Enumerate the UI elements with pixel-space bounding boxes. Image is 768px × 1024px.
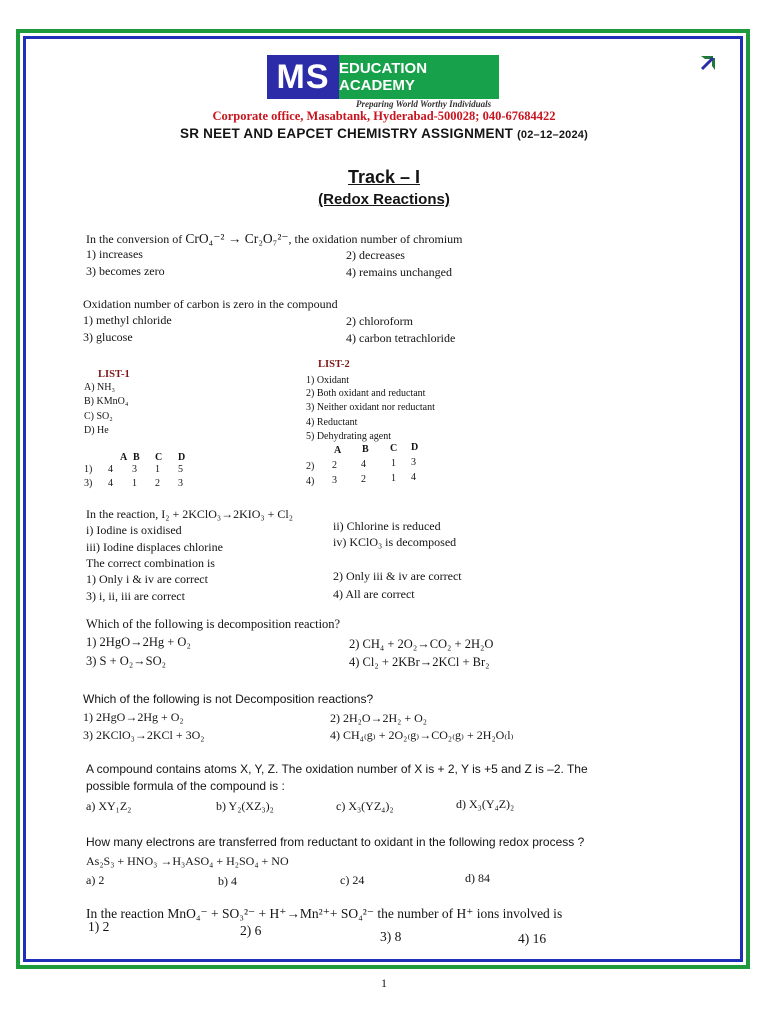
- list1-item: B) KMnO₄: [84, 396, 129, 407]
- list1-item: D) He: [84, 425, 109, 436]
- arrow-icon: [699, 52, 719, 72]
- q8-equation: As₂S₃ + HNO₃ →H₃ASO₄ + H₂SO₄ + NO: [86, 854, 289, 868]
- q8-option: d) 84: [465, 871, 490, 885]
- q7-option: a) XY₁Z₂: [86, 799, 132, 813]
- list1-item: A) NH₃: [84, 382, 115, 393]
- q2-option: 3) glucose: [83, 330, 133, 344]
- q4-option: 3) i, ii, iii are correct: [86, 589, 185, 603]
- q8-stem: How many electrons are transferred from reductant to oxidant in the following redox process ?: [86, 835, 585, 849]
- q2-option: 1) methyl chloride: [83, 313, 172, 327]
- answer-cell: 3: [332, 475, 337, 486]
- answer-header: B: [362, 444, 369, 455]
- q1-stem: [86, 231, 463, 247]
- section-subtitle: (Redox Reactions): [318, 191, 450, 208]
- answer-row-label: 2): [306, 461, 315, 472]
- answer-cell: 1: [391, 458, 396, 469]
- list1-title: LIST-1: [98, 369, 130, 380]
- answer-cell: 4: [108, 478, 113, 489]
- corporate-office: Corporate office, Masabtank, Hyderabad-500028; 040-67684422: [212, 109, 556, 123]
- q9-option: 2) 6: [240, 923, 262, 938]
- answer-header: C: [155, 452, 163, 463]
- answer-cell: 4: [108, 464, 113, 475]
- list2-title: LIST-2: [318, 359, 350, 370]
- q7-option: d) X₃(Y₄Z)₂: [456, 797, 515, 811]
- list2-item: 2) Both oxidant and reductant: [306, 388, 426, 399]
- q9-option: 3) 8: [380, 929, 402, 944]
- q1-option: 4) remains unchanged: [346, 265, 452, 279]
- answer-cell: 2: [155, 478, 160, 489]
- q1-stem-prefix: In the conversion of: [86, 232, 183, 246]
- answer-cell: 1: [391, 473, 396, 484]
- q8-option: c) 24: [340, 873, 365, 887]
- q6-option: 2) 2H₂O→2H₂ + O₂: [330, 711, 427, 725]
- answer-header: B: [133, 452, 140, 463]
- q7-stem-line2: possible formula of the compound is :: [86, 779, 285, 793]
- q5-option: 4) Cl₂ + 2KBr→2KCl + Br₂: [349, 655, 490, 669]
- list2-item: 3) Neither oxidant nor reductant: [306, 402, 435, 413]
- q5-option: 2) CH₄ + 2O₂→CO₂ + 2H₂O: [349, 637, 494, 651]
- q7-stem-line1: A compound contains atoms X, Y, Z. The oxidation number of X is + 2, Y is +5 and Z is –2. The: [86, 762, 588, 776]
- q9-stem: In the reaction MnO₄⁻ + SO₃²⁻ + H⁺→Mn²⁺+ SO₄²⁻ the number of H⁺ ions involved is: [86, 906, 563, 921]
- list2-item: 4) Reductant: [306, 417, 358, 428]
- assignment-title: [0, 126, 768, 141]
- page-number: 1: [381, 976, 387, 990]
- q4-statement: iv) KClO₃ is decomposed: [333, 535, 457, 549]
- logo-name: EDUCATION ACADEMY: [339, 55, 499, 99]
- q1-stem-suffix: , the oxidation number of chromium: [288, 232, 463, 246]
- ms-logo: [267, 55, 499, 99]
- answer-cell: 4: [361, 459, 366, 470]
- answer-cell: 5: [178, 464, 183, 475]
- q4-stem: In the reaction, I₂ + 2KClO₃→2KIO₃ + Cl₂: [86, 507, 293, 521]
- answer-header: D: [411, 442, 419, 453]
- list2-item: 5) Dehydrating agent: [306, 431, 391, 442]
- q8-option: b) 4: [218, 874, 237, 888]
- q4-statement: iii) Iodine displaces chlorine: [86, 540, 223, 554]
- answer-cell: 1: [155, 464, 160, 475]
- q6-option: 3) 2KClO₃→2KCl + 3O₂: [83, 728, 205, 742]
- q6-option: 4) CH₄₍g₎ + 2O₂₍g₎→CO₂₍g₎ + 2H₂O₍l₎: [330, 728, 514, 742]
- q1-option: 1) increases: [86, 247, 143, 261]
- answer-header: D: [178, 452, 186, 463]
- q5-option: 3) S + O₂→SO₂: [86, 654, 167, 668]
- answer-cell: 3: [178, 478, 183, 489]
- q2-option: 4) carbon tetrachloride: [346, 331, 456, 345]
- q2-option: 2) chloroform: [346, 314, 413, 328]
- q5-stem: Which of the following is decomposition reaction?: [86, 617, 341, 631]
- q6-stem: Which of the following is not Decomposition reactions?: [83, 692, 374, 706]
- logo-ms-mark: MS: [267, 55, 339, 99]
- tagline: Preparing World Worthy Individuals: [356, 99, 492, 109]
- q8-option: a) 2: [86, 873, 105, 887]
- answer-header: C: [390, 443, 398, 454]
- answer-header: A: [334, 445, 342, 456]
- q5-option: 1) 2HgO→2Hg + O₂: [86, 635, 191, 649]
- q4-prompt: The correct combination is: [86, 556, 215, 570]
- q6-option: 1) 2HgO→2Hg + O₂: [83, 710, 184, 724]
- q4-option: 2) Only iii & iv are correct: [333, 569, 462, 583]
- answer-cell: 2: [361, 474, 366, 485]
- list2-item: 1) Oxidant: [306, 375, 350, 386]
- q1-option: 3) becomes zero: [86, 264, 165, 278]
- answer-cell: 1: [132, 478, 137, 489]
- answer-header: A: [120, 452, 128, 463]
- assignment-date: (02–12–2024): [517, 129, 588, 141]
- q7-option: c) X₃(YZ₄)₂: [336, 799, 394, 813]
- track-title: Track – I: [347, 167, 421, 187]
- q4-option: 1) Only i & iv are correct: [86, 572, 208, 586]
- answer-row-label: 3): [84, 478, 93, 489]
- q9-option: 4) 16: [518, 931, 547, 946]
- answer-row-label: 1): [84, 464, 93, 475]
- q2-stem: Oxidation number of carbon is zero in the compound: [83, 297, 338, 311]
- answer-cell: 3: [411, 457, 416, 468]
- list1-item: C) SO₂: [84, 411, 113, 422]
- q4-statement: ii) Chlorine is reduced: [333, 519, 441, 533]
- q1-option: 2) decreases: [346, 248, 405, 262]
- answer-row-label: 4): [306, 476, 315, 487]
- assignment-title-text: SR NEET AND EAPCET CHEMISTRY ASSIGNMENT: [180, 126, 514, 141]
- q4-option: 4) All are correct: [333, 587, 415, 601]
- answer-cell: 3: [132, 464, 137, 475]
- q9-option: 1) 2: [88, 919, 110, 934]
- answer-cell: 4: [411, 472, 416, 483]
- answer-cell: 2: [332, 460, 337, 471]
- q7-option: b) Y₂(XZ₃)₂: [216, 799, 274, 813]
- q1-equation: CrO₄⁻² → Cr₂O₇²⁻: [185, 231, 289, 246]
- q4-statement: i) Iodine is oxidised: [86, 523, 182, 537]
